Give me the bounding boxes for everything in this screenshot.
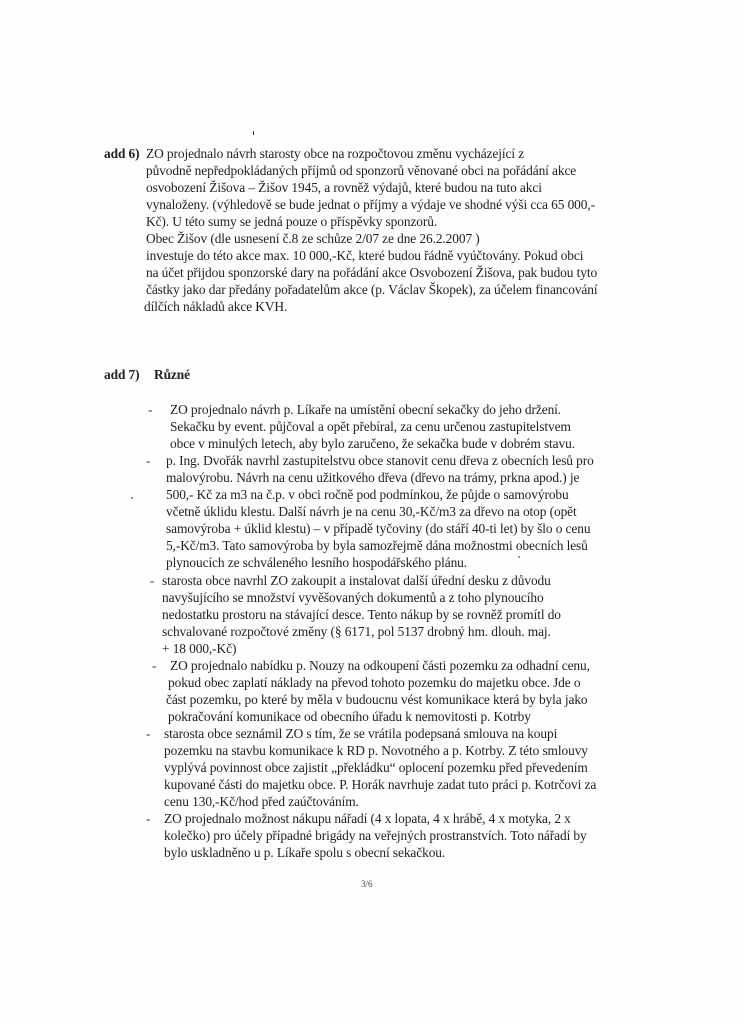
section-6-line: na účet přijdou sponzorské dary na pořádání akce Osvobození Žišova, pak budou tyto [146, 265, 598, 280]
page-number: 3/6 [361, 879, 373, 889]
list-item-line: starosta obce navrhl ZO zakoupit a instalovat další úřední desku z důvodu [162, 573, 551, 588]
bullet-dash: - [146, 726, 151, 741]
section-6-line: investuje do této akce max. 10 000,-Kč, které budou řádně vyúčtovány. Pokud obci [146, 248, 584, 263]
list-item-line: vyplývá povinnost obce zajistit „překládku“ oplocení pozemku před převedením [164, 760, 588, 775]
list-item-line: cenu 130,-Kč/hod před zaúčtováním. [164, 794, 359, 809]
section-6-line: dílčích nákladů akce KVH. [144, 299, 288, 314]
list-item-line: Sekačku by event. půjčoval a opět přebíral, za cenu určenou zastupitelstvem [170, 419, 571, 434]
list-item-line: bylo uskladněno u p. Líkaře spolu s obecní sekačkou. [164, 845, 446, 860]
list-item-line: nedostatku prostoru na stávající desce. Tento nákup by se rovněž promítl do [162, 607, 561, 622]
list-item-line: pokud obec zaplatí náklady na převod tohoto pozemku do majetku obce. Jde o [168, 675, 581, 690]
list-item-line: malovýrobu. Návrh na cenu užitkového dřeva (dřevo na trámy, prkna apod.) je [166, 470, 580, 485]
list-item-line: 500,- Kč za m3 na č.p. v obci ročně pod podmínkou, že půjde o samovýrobu [166, 487, 569, 502]
bullet-dash: - [148, 402, 153, 417]
list-item-line: samovýroba + úklid klestu) – v případě tyčoviny (do stáří 40-ti let) by šlo o cenu [166, 521, 591, 536]
list-item-line: 5,-Kč/m3. Tato samovýroba by byla samozřejmě dána možnostmi obecních lesů [166, 538, 588, 553]
list-item-line: ZO projednalo návrh p. Líkaře na umístění obecní sekačky do jeho držení. [170, 402, 562, 417]
list-item-line: ZO projednalo nabídku p. Nouzy na odkoupení části pozemku za odhadní cenu, [170, 658, 590, 673]
list-item-line: část pozemku, po které by měla v budoucnu vést komunikace která by byla jako [166, 692, 588, 707]
list-item-line: + 18 000,-Kč) [162, 641, 237, 656]
list-item-line: pozemku na stavbu komunikace k RD p. Novotného a p. Kotrby. Z této smlouvy [164, 743, 588, 758]
bullet-dash: - [146, 811, 151, 826]
list-item-line: pokračování komunikace od obecního úřadu k nemovitosti p. Kotrby [168, 709, 531, 724]
section-6-line: vynaloženy. (výhledově se bude jednat o příjmy a výdaje ve shodné výši cca 65 000,- [146, 197, 595, 212]
bullet-dash: - [150, 573, 155, 588]
bullet-dash: - [152, 658, 157, 673]
list-item-line: kupované části do majetku obce. P. Horák navrhuje zadat tuto práci p. Kotrčovi za [164, 777, 597, 792]
section-7-label: add 7) [104, 367, 140, 382]
section-7-title: Různé [154, 367, 190, 382]
list-item-line: p. Ing. Dvořák navrhl zastupitelstvu obce stanovit cenu dřeva z obecních lesů pro [166, 453, 594, 468]
scan-speck [131, 497, 133, 499]
list-item-line: navyšujícího se množství vyvěšovaných dokumentů a z toho plynoucího [162, 590, 544, 605]
scan-speck [518, 556, 520, 558]
section-6-line: Obec Žišov (dle usnesení č.8 ze schůze 2/07 ze dne 26.2.2007 ) [146, 231, 480, 246]
section-6-line: osvobození Žišova – Žišov 1945, a rovněž výdajů, které budou na tuto akci [146, 180, 542, 195]
list-item-line: plynoucích ze schváleného lesního hospodářského plánu. [166, 555, 468, 570]
scan-mark [253, 131, 254, 135]
bullet-dash: - [146, 453, 151, 468]
list-item-line: starosta obce seznámil ZO s tím, že se vrátila podepsaná smlouva na koupi [164, 726, 558, 741]
section-6-line: původně nepředpokládaných příjmů od sponzorů věnované obci na pořádání akce [146, 163, 577, 178]
list-item-line: ZO projednalo možnost nákupu nářadí (4 x lopata, 4 x hrábě, 4 x motyka, 2 x [164, 811, 571, 826]
list-item-line: schvalované rozpočtové změny (§ 6171, pol 5137 drobný hm. dlouh. maj. [162, 624, 551, 639]
section-6-line: ZO projednalo návrh starosty obce na rozpočtovou změnu vycházející z [146, 146, 525, 161]
section-6-line: Kč). U této sumy se jedná pouze o příspěvky sponzorů. [146, 214, 438, 229]
list-item-line: obce v minulých letech, aby bylo zaručeno, že sekačka bude v dobrém stavu. [170, 436, 575, 451]
section-6-line: částky jako dar předány pořadatelům akce (p. Václav Škopek), za účelem financování [146, 282, 598, 297]
section-6-label: add 6) [104, 146, 140, 161]
list-item-line: včetně úklidu klestu. Další návrh je na cenu 30,-Kč/m3 za dřevo na otop (opět [166, 504, 577, 519]
list-item-line: kolečko) pro účely případné brigády na veřejných prostranstvích. Toto nářadí by [164, 828, 587, 843]
